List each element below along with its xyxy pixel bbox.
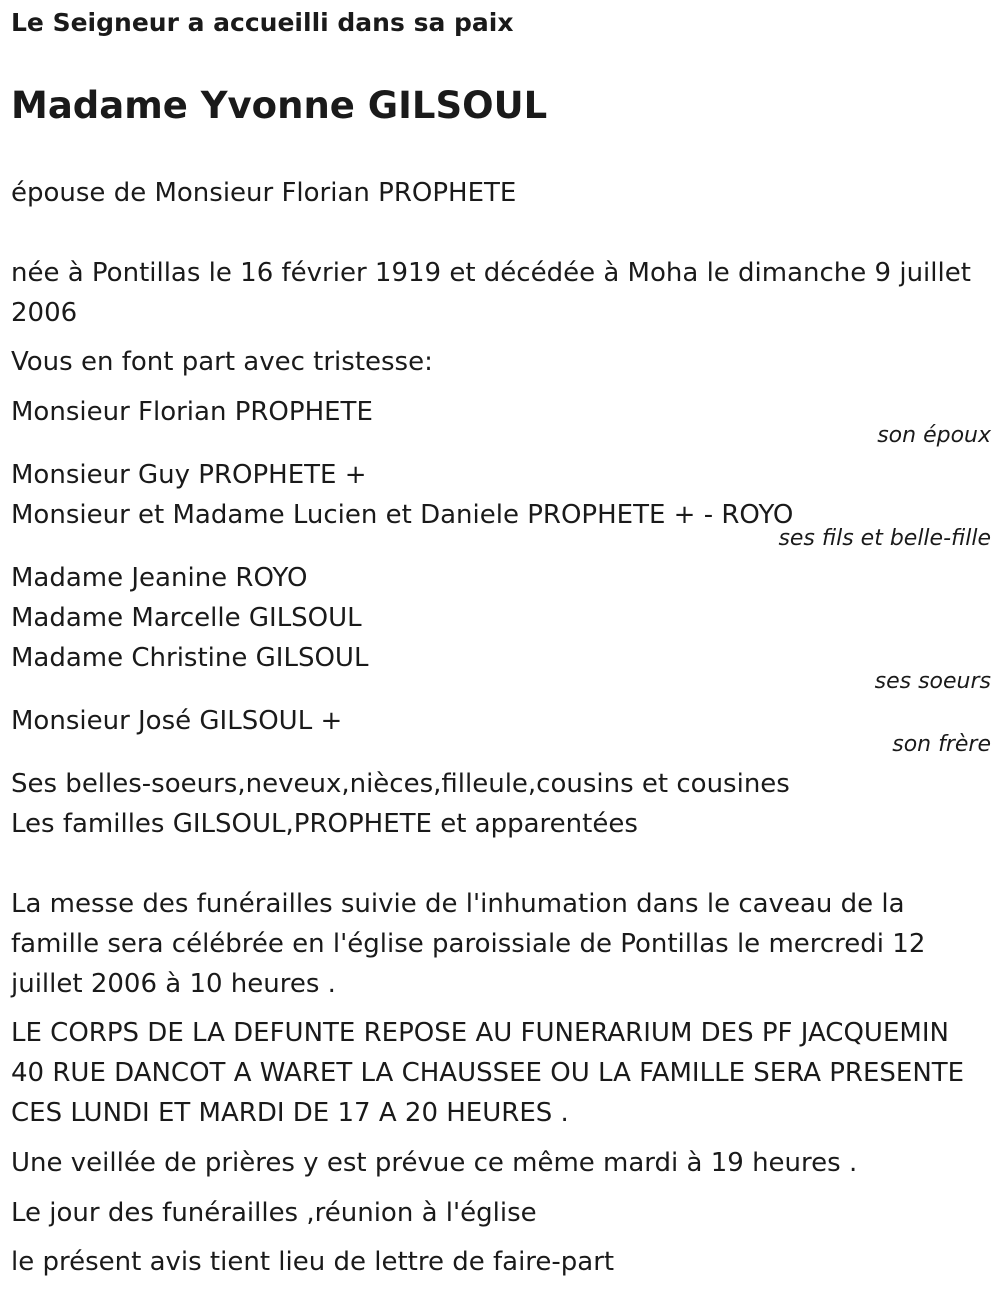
family-member: Monsieur et Madame Lucien et Daniele PROPHETE + - ROYO <box>11 500 794 530</box>
family-member: Monsieur Florian PROPHETE <box>11 397 373 427</box>
extended-family-line: Les familles GILSOUL,PROPHETE et apparentées <box>11 809 638 839</box>
relation-label: ses soeurs <box>874 669 991 694</box>
extended-family-line: Ses belles-soeurs,neveux,nièces,filleule,cousins et cousines <box>11 769 790 799</box>
notice-line: le présent avis tient lieu de lettre de faire-part <box>11 1247 615 1277</box>
funerarium-paragraph: LE CORPS DE LA DEFUNTE REPOSE AU FUNERARIUM DES PF JACQUEMIN 40 RUE DANCOT A WARET LA CHAUSSEE OU LA FAMILLE SERA PRESENTE CES LUNDI ET MARDI DE 17 A 20 HEURES . <box>11 1018 965 1128</box>
family-member: Monsieur Guy PROPHETE + <box>11 460 367 490</box>
meeting-line: Le jour des funérailles ,réunion à l'église <box>11 1198 537 1228</box>
family-member: Madame Marcelle GILSOUL <box>11 603 362 633</box>
birth-death-line: née à Pontillas le 16 février 1919 et décédée à Moha le dimanche 9 juillet 2006 <box>11 258 971 328</box>
vigil-line: Une veillée de prières y est prévue ce même mardi à 19 heures . <box>11 1148 858 1178</box>
pre-title: Le Seigneur a accueilli dans sa paix <box>11 8 514 37</box>
family-member: Madame Christine GILSOUL <box>11 643 369 673</box>
relation-label: ses fils et belle-fille <box>778 526 991 551</box>
family-member: Madame Jeanine ROYO <box>11 563 308 593</box>
relation-label: son frère <box>892 732 991 757</box>
family-member: Monsieur José GILSOUL + <box>11 706 343 736</box>
mass-paragraph: La messe des funérailles suivie de l'inhumation dans le caveau de la famille sera célébrée en l'église paroissiale de Pontillas le mercredi 12 juillet 2006 à 10 heures . <box>11 889 926 999</box>
announce-line: Vous en font part avec tristesse: <box>11 347 433 377</box>
spouse-line: épouse de Monsieur Florian PROPHETE <box>11 178 517 208</box>
deceased-name: Madame Yvonne GILSOUL <box>11 84 548 127</box>
relation-label: son époux <box>877 423 991 448</box>
